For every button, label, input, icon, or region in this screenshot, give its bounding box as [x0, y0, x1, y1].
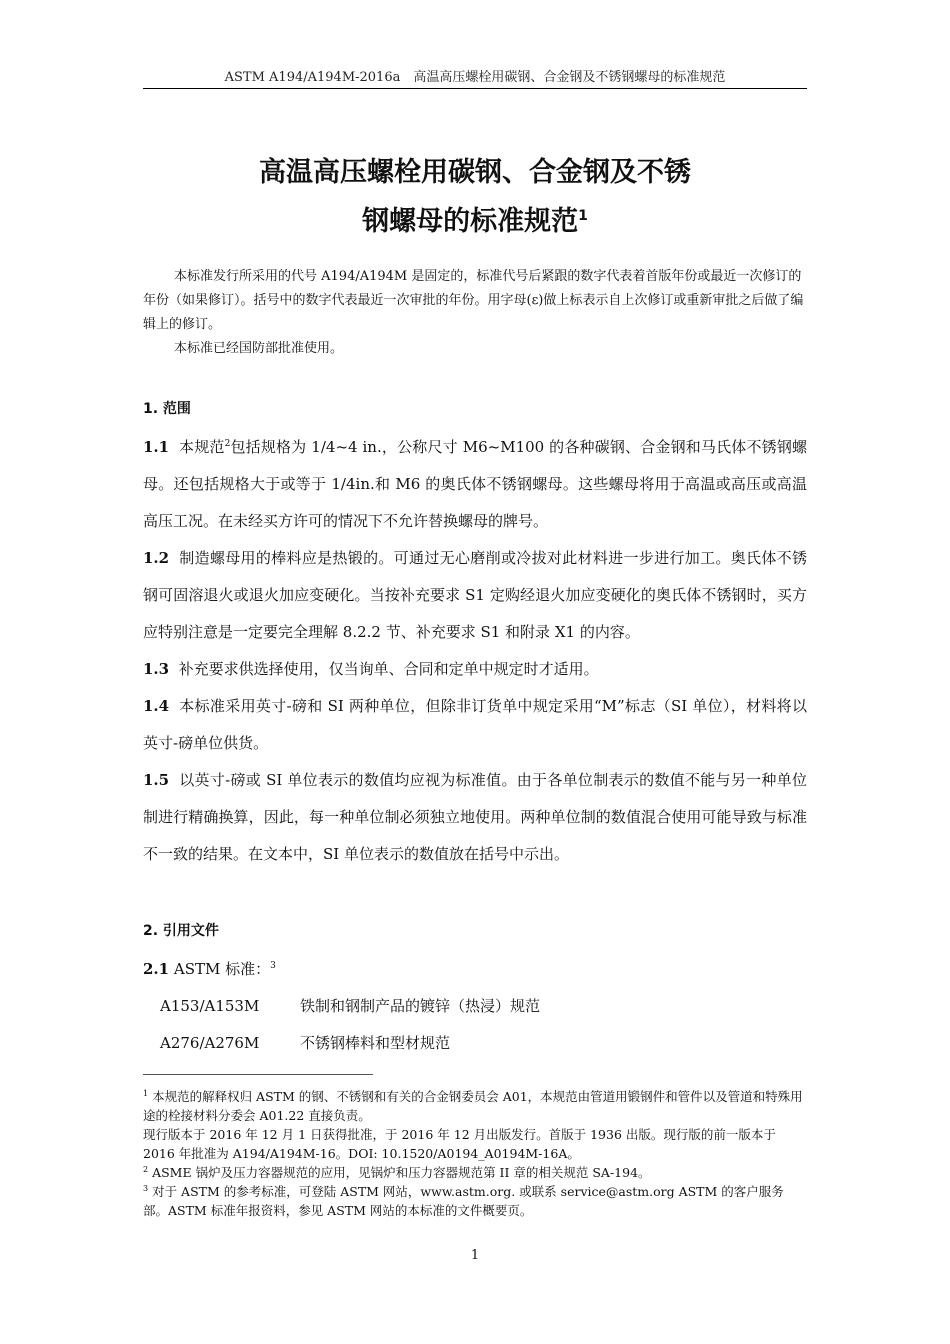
page-number: 1: [470, 1248, 480, 1263]
clause-1-2: 1.2 制造螺母用的棒料应是热锻的。可通过无心磨削或冷拔对此材料进一步进行加工。奥氏体不锈钢可固溶退火或退火加应变硬化。当按补充要求 S1 定购经退火加应变硬化的奥氏体不锈钢时，买方应特别注意是一定要完全理解 8.2.2 节、补充要求 S1 和附录 X1 的内容。: [143, 549, 807, 641]
clause-2-1: 2.1 ASTM 标准：$^3$: [143, 960, 276, 978]
clause-1-3: 1.3 补充要求供选择使用，仅当询单、合同和定单中规定时才适用。: [143, 660, 599, 678]
document-title-line2: 钢螺母的标准规范$^1$: [362, 206, 588, 237]
header-divider: [143, 88, 807, 89]
clause-1-5: 1.5 以英寸-磅或 SI 单位表示的数值均应视为标准值。由于各单位制表示的数值不能与另一种单位制进行精确换算，因此，每一种单位制必须独立地使用。两种单位制的数值混合使用可能导致与标准不一致的结果。在文本中，SI 单位表示的数值放在括号中示出。: [143, 771, 807, 863]
section-heading-scope: 1. 范围: [143, 401, 191, 417]
footnote-3: $^3$ 对于 ASTM 的参考标准，可登陆 ASTM 网站，www.astm.org. 或联系 service@astm.org ASTM 的客户服务部。ASTM 标准年报资料，参见 ASTM 网站的本标准的文件概要页。: [143, 1183, 784, 1218]
intro-paragraph: 本标准已经国防部批准使用。: [174, 341, 344, 356]
footnote-divider: [143, 1074, 373, 1075]
footnote-ref[interactable]: 3: [270, 961, 276, 971]
footnote-1: $^1$ 本规范的解释权归 ASTM 的钢、不锈钢和有关的合金钢委员会 A01，本规范由管道用锻钢件和管件以及管道和特殊用途的栓接材料分委会 A01.22 直接负责。: [143, 1088, 803, 1123]
clause-1-1: 1.1 本规范$^2$包括规格为 1/4~4 in.，公称尺寸 M6~M100 的各种碳钢、合金钢和马氏体不锈钢螺母。还包括规格大于或等于 1/4in.和 M6 的奥氏体不锈钢螺母。这些螺母将用于高温或高压或高温高压工况。在未经买方许可的情况下不允许替换螺母的牌号。: [143, 438, 807, 530]
document-title-line1: 高温高压螺栓用碳钢、合金钢及不锈: [259, 157, 691, 188]
running-header: ASTM A194/A194M-2016a 高温高压螺栓用碳钢、合金钢及不锈钢螺母的标准规范: [224, 70, 726, 85]
reference-title: 不锈钢棒料和型材规范: [300, 1034, 451, 1052]
footnote-ref[interactable]: 2: [224, 439, 231, 449]
clause-1-4: 1.4 本标准采用英寸-磅和 SI 两种单位，但除非订货单中规定采用“M”标志（SI 单位），材料将以英寸-磅单位供货。: [143, 697, 807, 752]
reference-code: A276/A276M: [160, 1034, 260, 1052]
footnotes: [143, 1087, 807, 1220]
intro-paragraph: 本标准发行所采用的代号 A194/A194M 是固定的，标准代号后紧跟的数字代表着首版年份或最近一次修订的年份（如果修订）。括号中的数字代表最近一次审批的年份。用字母(ε)做上标表示自上次修订或重新审批之后做了编辑上的修订。: [143, 269, 804, 332]
intro-note: [143, 265, 807, 361]
section-heading-references: 2. 引用文件: [143, 923, 219, 939]
footnote-1-continued: 现行版本于 2016 年 12 月 1 日获得批准，于 2016 年 12 月出版发行。首版于 1936 出版。现行版的前一版本于 2016 年批准为 A194/A194M-16。DOI: 10.1520/A0194_A0194M-16A。: [143, 1127, 776, 1161]
reference-title: 铁制和钢制产品的镀锌（热浸）规范: [300, 997, 541, 1015]
reference-item: [160, 995, 540, 1016]
title-footnote-ref[interactable]: 1: [578, 208, 588, 224]
reference-code: A153/A153M: [160, 997, 260, 1015]
reference-item: [160, 1032, 450, 1053]
footnote-2: $^2$ ASME 锅炉及压力容器规范的应用，见锅炉和压力容器规范第 II 章的相关规范 SA-194。: [143, 1164, 651, 1180]
